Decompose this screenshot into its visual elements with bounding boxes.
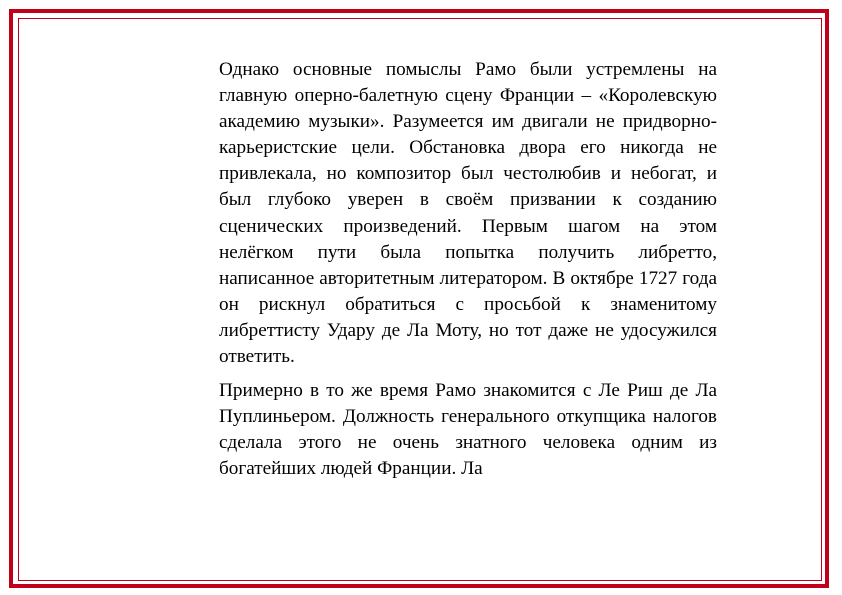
paragraph-1: Однако основные помыслы Рамо были устремлены на главную оперно-балетную сцену Франции – «Королевскую академию музыки». Разумеется им двигали не придворно-карьеристские цели. Обстановка двора его никогда не привлекала, но композитор был честолюбив и небогат, и был глубоко уверен в своём призвании к созданию сценических произведений. Первым шагом на этом нелёгком пути была попытка получить либретто, написанное авторитетным литератором. В октябре 1727 года он рискнул обратиться с просьбой к знаменитому либреттисту Удару де Ла Моту, но тот даже не удосужился ответить.: [219, 59, 717, 368]
paragraph-2: Примерно в то же время Рамо знакомится с Ле Риш де Ла Пуплиньером. Должность генерального откупщика налогов сделала этого не очень знатного человека одним из богатейших людей Франции. Ла: [219, 380, 717, 480]
slide-text-body: [219, 57, 717, 491]
